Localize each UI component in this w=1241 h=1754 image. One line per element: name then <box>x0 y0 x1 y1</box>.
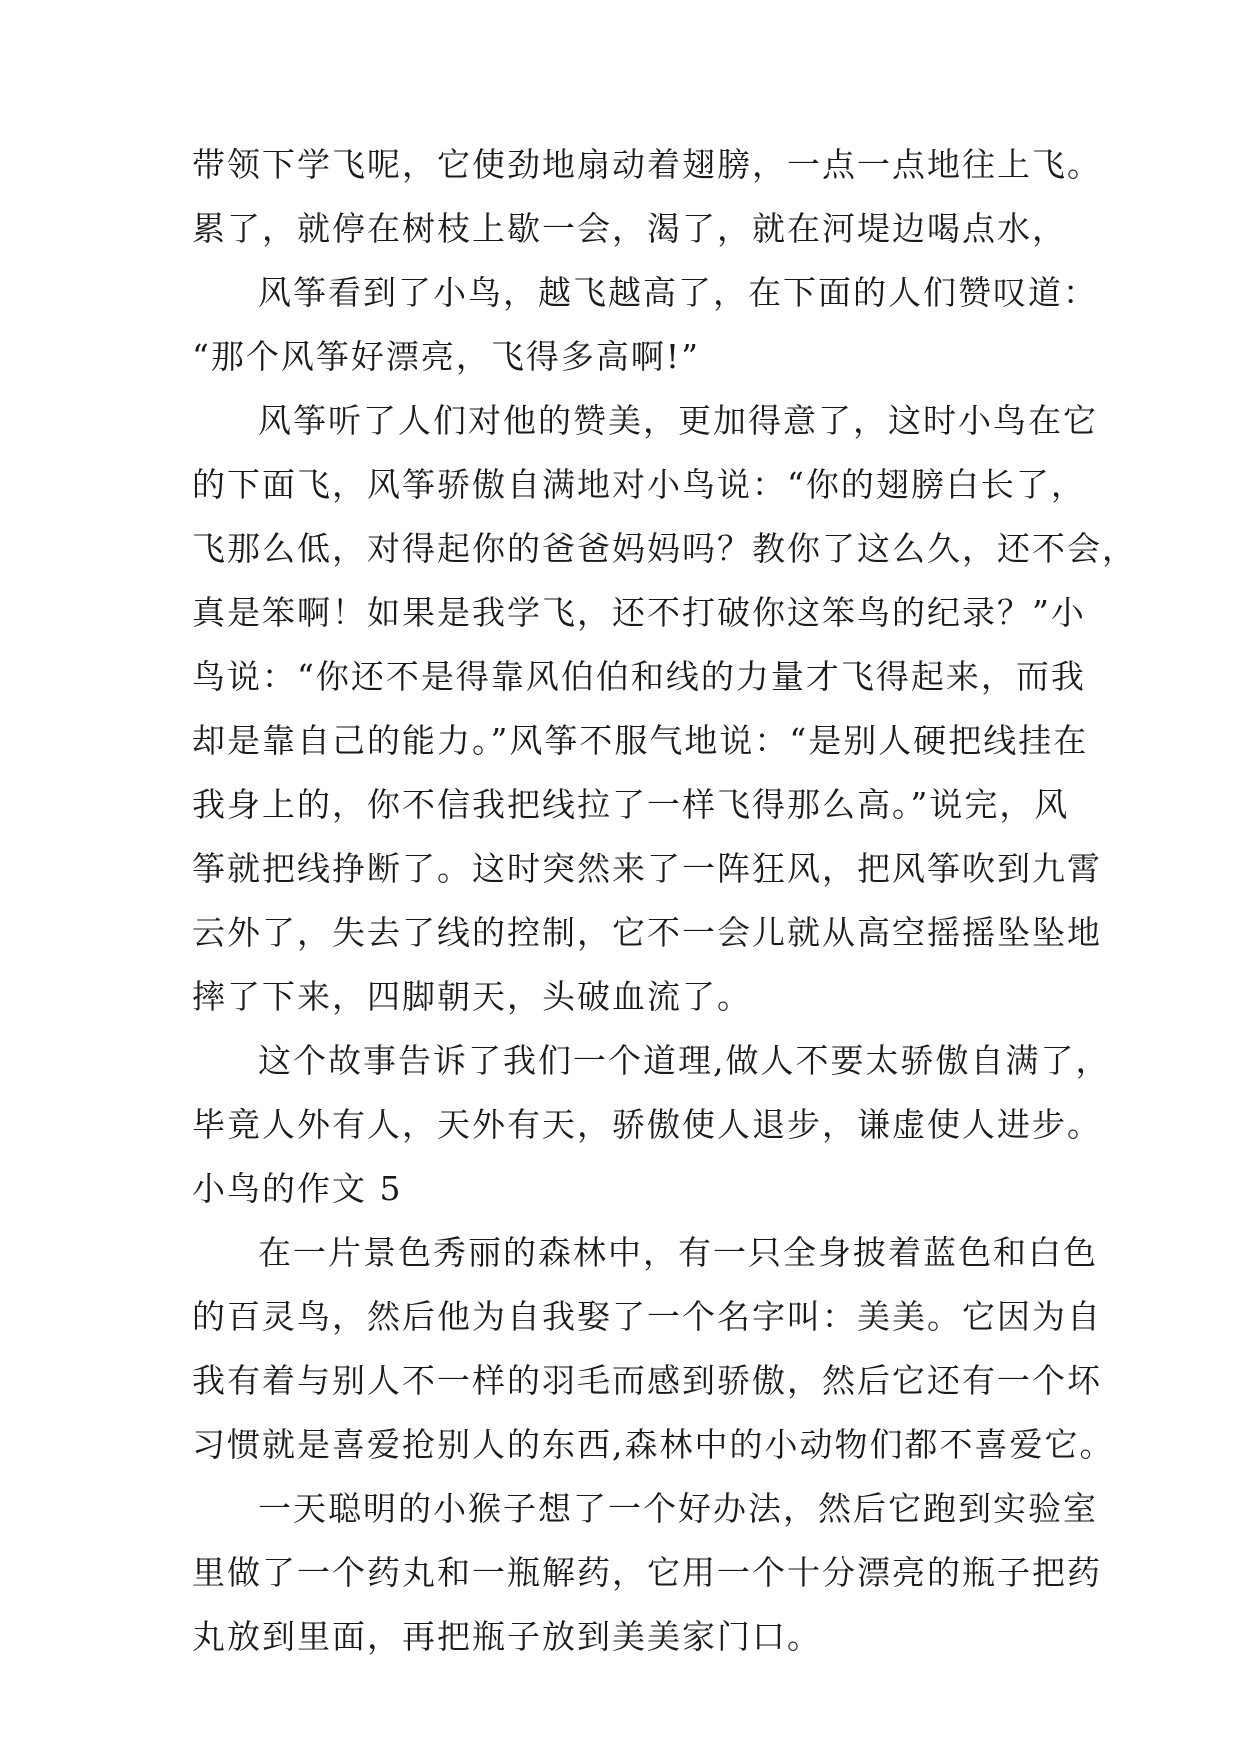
section-heading: 小鸟的作文 5 <box>192 1169 403 1208</box>
paragraph-start: 一天聪明的小猴子想了一个好办法，然后它跑到实验室 <box>258 1489 1098 1528</box>
paragraph-start: 在一片景色秀丽的森林中，有一只全身披着蓝色和白色 <box>258 1233 1098 1272</box>
text-line: 我有着与别人不一样的羽毛而感到骄傲，然后它还有一个坏 <box>192 1361 1102 1400</box>
text-line: 筝就把线挣断了。这时突然来了一阵狂风，把风筝吹到九霄 <box>192 849 1102 888</box>
text-line: 带领下学飞呢，它使劲地扇动着翅膀，一点一点地往上飞。 <box>192 145 1102 184</box>
text-line: 的百灵鸟，然后他为自我娶了一个名字叫：美美。它因为自 <box>192 1297 1102 1336</box>
text-line: 的下面飞，风筝骄傲自满地对小鸟说：“你的翅膀白长了， <box>192 465 1086 504</box>
text-line: 我身上的，你不信我把线拉了一样飞得那么高。”说完，风 <box>192 785 1070 824</box>
text-line: 鸟说：“你还不是得靠风伯伯和线的力量才飞得起来，而我 <box>192 657 1086 696</box>
text-line: 里做了一个药丸和一瓶解药，它用一个十分漂亮的瓶子把药 <box>192 1553 1102 1592</box>
text-line: 毕竟人外有人，天外有天，骄傲使人退步，谦虚使人进步。 <box>192 1105 1102 1144</box>
text-line: 丸放到里面，再把瓶子放到美美家门口。 <box>192 1617 822 1656</box>
text-line: 累了，就停在树枝上歇一会，渴了，就在河堤边喝点水， <box>192 209 1067 248</box>
text-line: 却是靠自己的能力。”风筝不服气地说：“是别人硬把线挂在 <box>192 721 1089 760</box>
text-line: 飞那么低，对得起你的爸爸妈妈吗？教你了这么久，还不会， <box>192 529 1137 568</box>
paragraph-start: 风筝看到了小鸟，越飞越高了，在下面的人们赞叹道： <box>258 273 1098 312</box>
text-line: 云外了，失去了线的控制，它不一会儿就从高空摇摇坠坠地 <box>192 913 1102 952</box>
paragraph-start: 风筝听了人们对他的赞美，更加得意了，这时小鸟在它 <box>258 401 1098 440</box>
text-line: “那个风筝好漂亮，飞得多高啊!” <box>192 337 701 376</box>
paragraph-start: 这个故事告诉了我们一个道理,做人不要太骄傲自满了， <box>258 1041 1111 1080</box>
text-line: 摔了下来，四脚朝天，头破血流了。 <box>192 977 752 1016</box>
text-line: 真是笨啊！如果是我学飞，还不打破你这笨鸟的纪录？”小 <box>192 593 1086 632</box>
text-line: 习惯就是喜爱抢别人的东西,森林中的小动物们都不喜爱它。 <box>192 1425 1115 1464</box>
